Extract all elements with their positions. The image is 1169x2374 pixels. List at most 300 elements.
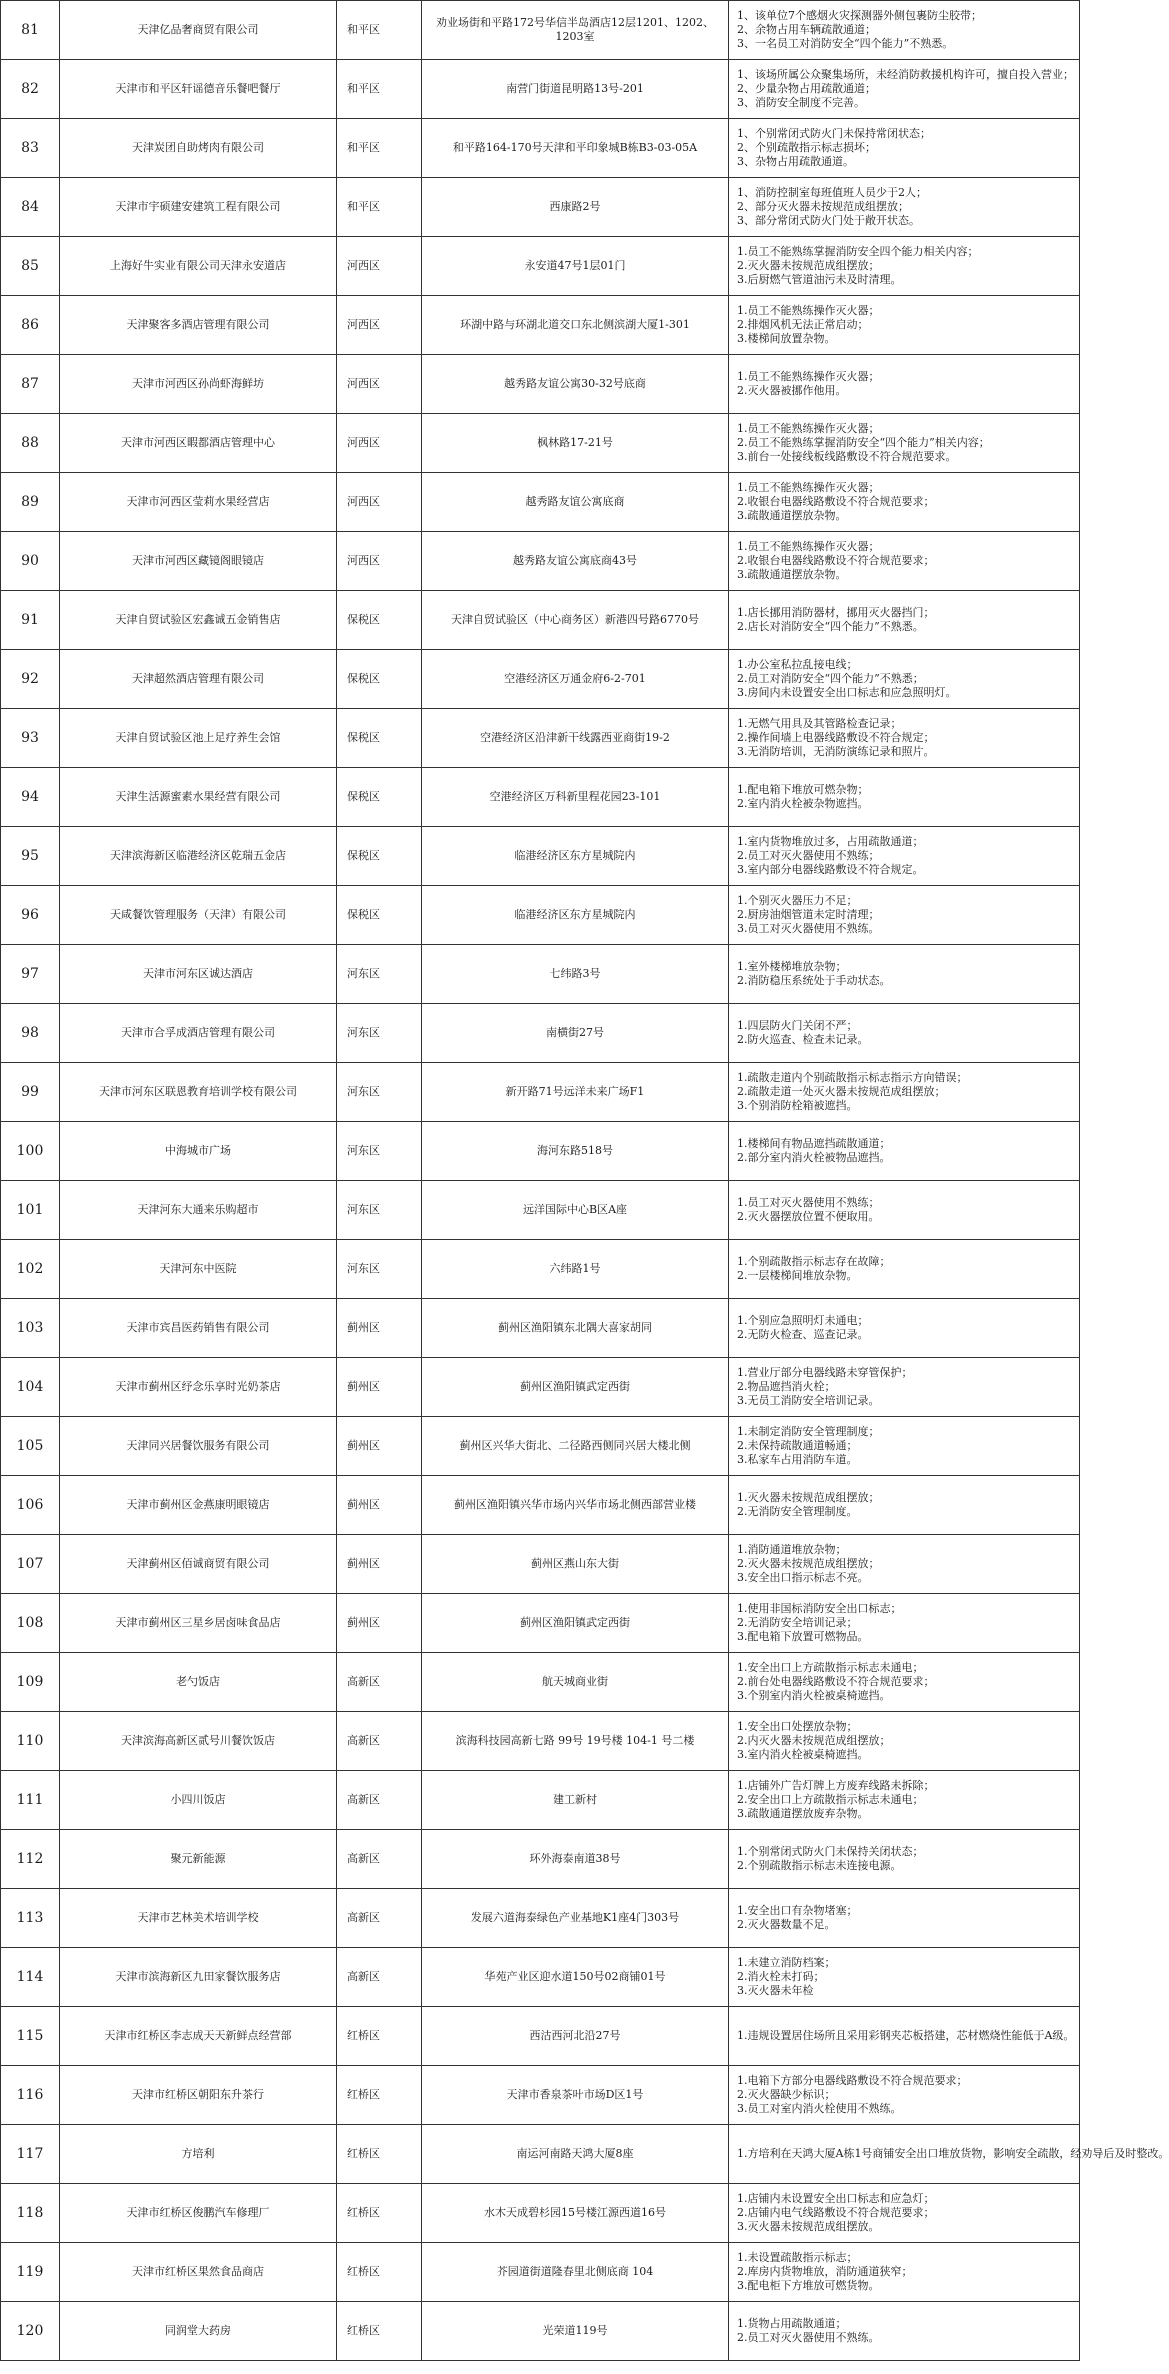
issue-item: 1.员工对灭火器使用不熟练；	[737, 1196, 880, 1209]
table-row	[1, 2007, 1080, 2066]
issues-cell	[729, 2066, 1080, 2125]
issue-item: 1.未制定消防安全管理制度；	[737, 1425, 880, 1438]
issue-item: 3.安全出口指示标志不亮。	[737, 1571, 869, 1584]
table-row	[1, 768, 1080, 827]
issue-item: 1.办公室私拉乱接电线；	[737, 658, 858, 671]
issues-cell	[729, 1948, 1080, 2007]
address: 蓟州区渔阳镇东北隅大喜家胡同	[422, 1299, 729, 1358]
address: 空港经济区万科新里程花园23-101	[422, 768, 729, 827]
issue-item: 1.货物占用疏散通道；	[737, 2317, 847, 2330]
issue-item: 1.室内货物堆放过多，占用疏散通道；	[737, 835, 924, 848]
issue-item: 3.配电柜下方堆放可燃货物。	[737, 2279, 880, 2292]
issues-cell	[729, 1181, 1080, 1240]
issues-cell	[729, 1004, 1080, 1063]
issue-item: 3.室内消火栓被桌椅遮挡。	[737, 1748, 869, 1761]
district: 蓟州区	[337, 1417, 422, 1476]
address: 西康路2号	[422, 178, 729, 237]
company-name: 天津市蓟州区纾念乐享时光奶茶店	[60, 1358, 337, 1417]
address: 空港经济区沿津新干线露西亚商街19-2	[422, 709, 729, 768]
district: 和平区	[337, 60, 422, 119]
table-row	[1, 1535, 1080, 1594]
table-row	[1, 2125, 1080, 2184]
address: 和平路164-170号天津和平印象城B栋B3-03-05A	[422, 119, 729, 178]
issue-item: 1.个别灭火器压力不足；	[737, 894, 858, 907]
issue-item: 2.疏散走道一处灭火器未按规范成组摆放；	[737, 1085, 946, 1098]
issue-item: 3.前台一处接线板线路敷设不符合规范要求。	[737, 450, 957, 463]
address: 滨海科技园高新七路 99号 19号楼 104-1 号二楼	[422, 1712, 729, 1771]
company-name: 同润堂大药房	[60, 2302, 337, 2361]
issue-item: 3.无员工消防安全培训记录。	[737, 1394, 880, 1407]
issues-cell	[729, 1889, 1080, 1948]
company-name: 天津市滨海新区九田家餐饮服务店	[60, 1948, 337, 2007]
district: 红桥区	[337, 2184, 422, 2243]
row-number: 85	[1, 237, 60, 296]
row-number: 86	[1, 296, 60, 355]
issues-cell	[729, 178, 1080, 237]
issues-cell	[729, 709, 1080, 768]
row-number: 81	[1, 1, 60, 60]
row-number: 91	[1, 591, 60, 650]
address: 越秀路友谊公寓30-32号底商	[422, 355, 729, 414]
issue-item: 2.收银台电器线路敷设不符合规范要求；	[737, 554, 935, 567]
issue-item: 2.个别疏散指示标志未连接电源。	[737, 1859, 902, 1872]
issues-cell	[729, 768, 1080, 827]
row-number: 83	[1, 119, 60, 178]
issues-cell	[729, 1, 1080, 60]
company-name: 小四川饭店	[60, 1771, 337, 1830]
company-name: 天津市河东区诚达酒店	[60, 945, 337, 1004]
issue-item: 3、杂物占用疏散通道。	[737, 155, 854, 168]
row-number: 94	[1, 768, 60, 827]
row-number: 113	[1, 1889, 60, 1948]
issue-item: 1.员工不能熟练操作灭火器；	[737, 422, 880, 435]
district: 河东区	[337, 1181, 422, 1240]
company-name: 天咸餐饮管理服务（天津）有限公司	[60, 886, 337, 945]
issues-cell	[729, 886, 1080, 945]
issue-item: 2.消防稳压系统处于手动状态。	[737, 974, 891, 987]
district: 蓟州区	[337, 1535, 422, 1594]
issue-item: 3.后厨燃气管道油污未及时清理。	[737, 273, 902, 286]
issue-item: 2.库房内货物堆放，消防通道狭窄；	[737, 2265, 913, 2278]
address: 南营门街道昆明路13号-201	[422, 60, 729, 119]
issues-cell	[729, 2302, 1080, 2361]
address: 蓟州区燕山东大街	[422, 1535, 729, 1594]
district: 保税区	[337, 591, 422, 650]
table-row	[1, 1476, 1080, 1535]
issues-cell	[729, 827, 1080, 886]
issue-item: 2.厨房油烟管道未定时清理；	[737, 908, 880, 921]
table-row	[1, 2066, 1080, 2125]
issue-item: 2.物品遮挡消火栓；	[737, 1380, 836, 1393]
table-row	[1, 60, 1080, 119]
table-row	[1, 1122, 1080, 1181]
address: 芥园道街道隆春里北侧底商 104	[422, 2243, 729, 2302]
row-number: 116	[1, 2066, 60, 2125]
issue-item: 1.个别应急照明灯未通电；	[737, 1314, 869, 1327]
issue-item: 1.疏散走道内个别疏散指示标志指示方向错误；	[737, 1071, 968, 1084]
address: 天津市香泉茶叶市场D区1号	[422, 2066, 729, 2125]
issue-item: 2.灭火器未按规范成组摆放；	[737, 259, 880, 272]
issues-cell	[729, 591, 1080, 650]
issues-cell	[729, 2243, 1080, 2302]
issue-item: 2.未保持疏散通道畅通；	[737, 1439, 858, 1452]
row-number: 110	[1, 1712, 60, 1771]
company-name: 天津市河西区暇都酒店管理中心	[60, 414, 337, 473]
issue-item: 1.个别疏散指示标志存在故障；	[737, 1255, 891, 1268]
issue-item: 3.员工对室内消火栓使用不熟练。	[737, 2102, 902, 2115]
row-number: 104	[1, 1358, 60, 1417]
row-number: 117	[1, 2125, 60, 2184]
company-name: 天津市宾昌医药销售有限公司	[60, 1299, 337, 1358]
table-row	[1, 1594, 1080, 1653]
address: 环外海泰南道38号	[422, 1830, 729, 1889]
table-row	[1, 1299, 1080, 1358]
issue-item: 1.安全出口有杂物堵塞；	[737, 1904, 858, 1917]
company-name: 天津聚客多酒店管理有限公司	[60, 296, 337, 355]
issue-item: 2.部分室内消火栓被物品遮挡。	[737, 1151, 891, 1164]
issue-item: 2.室内消火栓被杂物遮挡。	[737, 797, 869, 810]
issues-cell	[729, 473, 1080, 532]
address: 光荣道119号	[422, 2302, 729, 2361]
row-number: 96	[1, 886, 60, 945]
address: 西沽西河北沿27号	[422, 2007, 729, 2066]
address: 越秀路友谊公寓底商43号	[422, 532, 729, 591]
district: 河西区	[337, 414, 422, 473]
issue-item: 1.员工不能熟练操作灭火器；	[737, 481, 880, 494]
issue-item: 2.防火巡查、检查未记录。	[737, 1033, 869, 1046]
company-name: 天津市蓟州区金燕康明眼镜店	[60, 1476, 337, 1535]
address: 蓟州区渔阳镇武定西街	[422, 1358, 729, 1417]
issue-item: 3.私家车占用消防车道。	[737, 1453, 858, 1466]
district: 河东区	[337, 945, 422, 1004]
address: 空港经济区万通金府6-2-701	[422, 650, 729, 709]
issues-cell	[729, 1417, 1080, 1476]
row-number: 89	[1, 473, 60, 532]
company-name: 天津炭团自助烤肉有限公司	[60, 119, 337, 178]
address: 临港经济区东方星城院内	[422, 827, 729, 886]
issue-item: 1.四层防火门关闭不严；	[737, 1019, 858, 1032]
issues-cell	[729, 2125, 1169, 2184]
district: 河东区	[337, 1240, 422, 1299]
issue-item: 2.员工对消防安全“四个能力”不熟悉；	[737, 672, 924, 685]
issue-item: 3.楼梯间放置杂物。	[737, 332, 836, 345]
district: 高新区	[337, 1712, 422, 1771]
issue-item: 1.店铺内未设置安全出口标志和应急灯；	[737, 2192, 935, 2205]
table-body	[1, 1, 1169, 2361]
address: 天津自贸试验区（中心商务区）新港四号路6770号	[422, 591, 729, 650]
issues-cell	[729, 237, 1080, 296]
district: 河西区	[337, 237, 422, 296]
row-number: 114	[1, 1948, 60, 2007]
issue-item: 2.一层楼梯间堆放杂物。	[737, 1269, 858, 1282]
district: 蓟州区	[337, 1594, 422, 1653]
row-number: 97	[1, 945, 60, 1004]
row-number: 118	[1, 2184, 60, 2243]
issue-item: 2.店长对消防安全“四个能力”不熟悉。	[737, 620, 924, 633]
issue-item: 1.未设置疏散指示标志；	[737, 2251, 858, 2264]
table-row	[1, 178, 1080, 237]
row-number: 108	[1, 1594, 60, 1653]
table-row	[1, 1240, 1080, 1299]
table-row	[1, 1889, 1080, 1948]
district: 保税区	[337, 886, 422, 945]
issue-item: 3.灭火器未按规范成组摆放。	[737, 2220, 880, 2233]
issues-cell	[729, 945, 1080, 1004]
issue-item: 1.个别常闭式防火门未保持关闭状态；	[737, 1845, 924, 1858]
table-row	[1, 1948, 1080, 2007]
address: 南运河南路天鸿大厦8座	[422, 2125, 729, 2184]
address: 发展六道海泰绿色产业基地K1座4门303号	[422, 1889, 729, 1948]
issues-cell	[729, 1299, 1080, 1358]
issue-item: 3、消防安全制度不完善。	[737, 96, 865, 109]
row-number: 93	[1, 709, 60, 768]
address: 枫林路17-21号	[422, 414, 729, 473]
issue-item: 1.店长挪用消防器材，挪用灭火器挡门；	[737, 606, 935, 619]
address: 临港经济区东方星城院内	[422, 886, 729, 945]
issues-cell	[729, 1712, 1080, 1771]
row-number: 111	[1, 1771, 60, 1830]
company-name: 天津同兴居餐饮服务有限公司	[60, 1417, 337, 1476]
table-row	[1, 1181, 1080, 1240]
district: 河西区	[337, 296, 422, 355]
issue-item: 3.疏散通道摆放废弃杂物。	[737, 1807, 869, 1820]
issue-item: 1.员工不能熟练操作灭火器；	[737, 370, 880, 383]
row-number: 106	[1, 1476, 60, 1535]
district: 和平区	[337, 119, 422, 178]
issue-item: 1、消防控制室每班值班人员少于2人；	[737, 186, 927, 199]
issues-cell	[729, 1240, 1080, 1299]
issue-item: 1、个别常闭式防火门未保持常闭状态；	[737, 127, 931, 140]
company-name: 天津亿品奢商贸有限公司	[60, 1, 337, 60]
issues-cell	[729, 532, 1080, 591]
company-name: 天津自贸试验区宏鑫诚五金销售店	[60, 591, 337, 650]
company-name: 天津市河东区联恩教育培训学校有限公司	[60, 1063, 337, 1122]
issues-cell	[729, 1830, 1080, 1889]
district: 保税区	[337, 709, 422, 768]
address: 越秀路友谊公寓底商	[422, 473, 729, 532]
table-row	[1, 1712, 1080, 1771]
address: 航天城商业街	[422, 1653, 729, 1712]
district: 河东区	[337, 1004, 422, 1063]
table-row	[1, 1358, 1080, 1417]
district: 保税区	[337, 650, 422, 709]
issues-cell	[729, 2007, 1080, 2066]
district: 河西区	[337, 355, 422, 414]
district: 红桥区	[337, 2066, 422, 2125]
issue-item: 2.店铺内电气线路敷设不符合规范要求；	[737, 2206, 935, 2219]
company-name: 老勺饭店	[60, 1653, 337, 1712]
issue-item: 2.前台处电器线路敷设不符合规范要求；	[737, 1675, 935, 1688]
company-name: 天津市红桥区果然食品商店	[60, 2243, 337, 2302]
issues-cell	[729, 1653, 1080, 1712]
row-number: 115	[1, 2007, 60, 2066]
company-name: 天津市艺林美术培训学校	[60, 1889, 337, 1948]
district: 和平区	[337, 1, 422, 60]
row-number: 84	[1, 178, 60, 237]
table-row	[1, 1, 1080, 60]
issue-item: 3、一名员工对消防安全“四个能力”不熟悉。	[737, 37, 954, 50]
issue-item: 1.使用非国标消防安全出口标志；	[737, 1602, 902, 1615]
issue-item: 2.收银台电器线路敷设不符合规范要求；	[737, 495, 935, 508]
table-row	[1, 945, 1080, 1004]
issues-cell	[729, 1122, 1080, 1181]
table-row	[1, 1004, 1080, 1063]
issue-item: 3.个别消防栓箱被遮挡。	[737, 1099, 858, 1112]
district: 红桥区	[337, 2125, 422, 2184]
table-row	[1, 237, 1080, 296]
issues-cell	[729, 355, 1080, 414]
row-number: 119	[1, 2243, 60, 2302]
district: 河东区	[337, 1122, 422, 1181]
issues-cell	[729, 1063, 1080, 1122]
issue-item: 1.楼梯间有物品遮挡疏散通道；	[737, 1137, 891, 1150]
company-name: 天津市和平区轩谣德音乐餐吧餐厅	[60, 60, 337, 119]
row-number: 95	[1, 827, 60, 886]
table-row	[1, 119, 1080, 178]
district: 蓟州区	[337, 1299, 422, 1358]
row-number: 103	[1, 1299, 60, 1358]
issue-item: 2.灭火器摆放位置不便取用。	[737, 1210, 880, 1223]
row-number: 105	[1, 1417, 60, 1476]
issues-cell	[729, 296, 1080, 355]
company-name: 天津市蓟州区三星乡居卤味食品店	[60, 1594, 337, 1653]
issues-cell	[729, 2184, 1080, 2243]
district: 和平区	[337, 178, 422, 237]
row-number: 109	[1, 1653, 60, 1712]
issue-item: 2.排烟风机无法正常启动；	[737, 318, 869, 331]
issue-item: 1.员工不能熟练掌握消防安全四个能力相关内容；	[737, 245, 979, 258]
company-name: 中海城市广场	[60, 1122, 337, 1181]
company-name: 天津滨海高新区贰号川餐饮饭店	[60, 1712, 337, 1771]
table-row	[1, 2243, 1080, 2302]
address: 华苑产业区迎水道150号02商铺01号	[422, 1948, 729, 2007]
issues-cell	[729, 414, 1080, 473]
issue-item: 1.安全出口处摆放杂物；	[737, 1720, 858, 1733]
row-number: 92	[1, 650, 60, 709]
table-row	[1, 473, 1080, 532]
table-row	[1, 1653, 1080, 1712]
table-row	[1, 709, 1080, 768]
address: 蓟州区兴华大街北、二径路西侧同兴居大楼北侧	[422, 1417, 729, 1476]
address: 劝业场街和平路172号华信半岛酒店12层1201、1202、1203室	[422, 1, 729, 60]
row-number: 87	[1, 355, 60, 414]
table-row	[1, 2302, 1080, 2361]
table-row	[1, 355, 1080, 414]
issue-item: 1.电箱下方部分电器线路敷设不符合规范要求；	[737, 2074, 968, 2087]
issue-item: 2、少量杂物占用疏散通道；	[737, 82, 876, 95]
company-name: 天津市合孚成酒店管理有限公司	[60, 1004, 337, 1063]
issue-item: 1.员工不能熟练操作灭火器；	[737, 304, 880, 317]
district: 蓟州区	[337, 1358, 422, 1417]
table-row	[1, 532, 1080, 591]
issues-cell	[729, 60, 1080, 119]
issue-item: 2.安全出口上方疏散指示标志未通电；	[737, 1793, 924, 1806]
district: 高新区	[337, 1948, 422, 2007]
row-number: 99	[1, 1063, 60, 1122]
company-name: 天津市河西区藏镜阁眼镜店	[60, 532, 337, 591]
district: 高新区	[337, 1830, 422, 1889]
district: 红桥区	[337, 2007, 422, 2066]
issue-item: 2.员工对灭火器使用不熟练；	[737, 849, 880, 862]
district: 河东区	[337, 1063, 422, 1122]
issue-item: 2.灭火器未按规范成组摆放；	[737, 1557, 880, 1570]
address: 环湖中路与环湖北道交口东北侧滨湖大厦1-301	[422, 296, 729, 355]
company-name: 天津滨海新区临港经济区乾瑞五金店	[60, 827, 337, 886]
row-number: 120	[1, 2302, 60, 2361]
address: 蓟州区渔阳镇兴华市场内兴华市场北侧西部营业楼	[422, 1476, 729, 1535]
row-number: 90	[1, 532, 60, 591]
company-name: 天津市红桥区朝阳东升茶行	[60, 2066, 337, 2125]
table-row	[1, 1417, 1080, 1476]
table-row	[1, 414, 1080, 473]
table-row	[1, 1771, 1080, 1830]
issue-item: 1.无燃气用具及其管路检查记录；	[737, 717, 902, 730]
table-row	[1, 296, 1080, 355]
issue-item: 1.员工不能熟练操作灭火器；	[737, 540, 880, 553]
issue-item: 2.员工不能熟练掌握消防安全“四个能力”相关内容；	[737, 436, 990, 449]
issue-item: 3.疏散通道摆放杂物。	[737, 568, 847, 581]
issue-item: 2、部分灭火器未按规范成组摆放；	[737, 200, 909, 213]
issue-item: 2.无消防安全管理制度。	[737, 1505, 858, 1518]
issue-item: 3.员工对灭火器使用不熟练。	[737, 922, 880, 935]
table-row	[1, 591, 1080, 650]
company-name: 天津市河西区莹莉水果经营店	[60, 473, 337, 532]
address: 新开路71号远洋未来广场F1	[422, 1063, 729, 1122]
issue-item: 1.灭火器未按规范成组摆放；	[737, 1491, 880, 1504]
issue-item: 2.员工对灭火器使用不熟练。	[737, 2331, 880, 2344]
row-number: 101	[1, 1181, 60, 1240]
issues-cell	[729, 1535, 1080, 1594]
issue-item: 3.灭火器未年检	[737, 1984, 814, 1997]
district: 河西区	[337, 532, 422, 591]
address: 远洋国际中心B区A座	[422, 1181, 729, 1240]
issue-item: 3.疏散通道摆放杂物。	[737, 509, 847, 522]
district: 保税区	[337, 827, 422, 886]
company-name: 天津市宇硕建安建筑工程有限公司	[60, 178, 337, 237]
district: 红桥区	[337, 2302, 422, 2361]
issues-cell	[729, 1594, 1080, 1653]
issue-item: 3.无消防培训，无消防演练记录和照片。	[737, 745, 935, 758]
row-number: 112	[1, 1830, 60, 1889]
issue-item: 2、余物占用车辆疏散通道；	[737, 23, 876, 36]
issue-item: 1.室外楼梯堆放杂物；	[737, 960, 847, 973]
address: 六纬路1号	[422, 1240, 729, 1299]
issues-cell	[729, 650, 1080, 709]
issue-item: 2.内灭火器未按规范成组摆放；	[737, 1734, 891, 1747]
company-name: 天津蓟州区佰诚商贸有限公司	[60, 1535, 337, 1594]
company-name: 天津市红桥区俊鹏汽车修理厂	[60, 2184, 337, 2243]
row-number: 102	[1, 1240, 60, 1299]
issue-item: 1.未建立消防档案；	[737, 1956, 836, 1969]
district: 高新区	[337, 1653, 422, 1712]
district: 蓟州区	[337, 1476, 422, 1535]
issue-item: 1.安全出口上方疏散指示标志未通电；	[737, 1661, 924, 1674]
district: 保税区	[337, 768, 422, 827]
issue-item: 1.违规设置居住场所且采用彩钢夹芯板搭建，芯材燃烧性能低于A级。	[737, 2029, 1075, 2042]
district: 河西区	[337, 473, 422, 532]
issue-item: 2、个别疏散指示标志损坏；	[737, 141, 876, 154]
address: 水木天成碧杉园15号楼江源西道16号	[422, 2184, 729, 2243]
issue-item: 2.灭火器数量不足。	[737, 1918, 836, 1931]
company-name: 聚元新能源	[60, 1830, 337, 1889]
row-number: 100	[1, 1122, 60, 1181]
issue-item: 3.房间内未设置安全出口标志和应急照明灯。	[737, 686, 957, 699]
issue-item: 1.店铺外广告灯牌上方废弃线路未拆除；	[737, 1779, 935, 1792]
issue-item: 1、该单位7个感烟火灾探测器外侧包裹防尘胶带；	[737, 9, 982, 22]
table-row	[1, 1830, 1080, 1889]
issue-item: 2.无消防安全培训记录；	[737, 1616, 858, 1629]
issue-item: 2.灭火器缺少标识；	[737, 2088, 836, 2101]
